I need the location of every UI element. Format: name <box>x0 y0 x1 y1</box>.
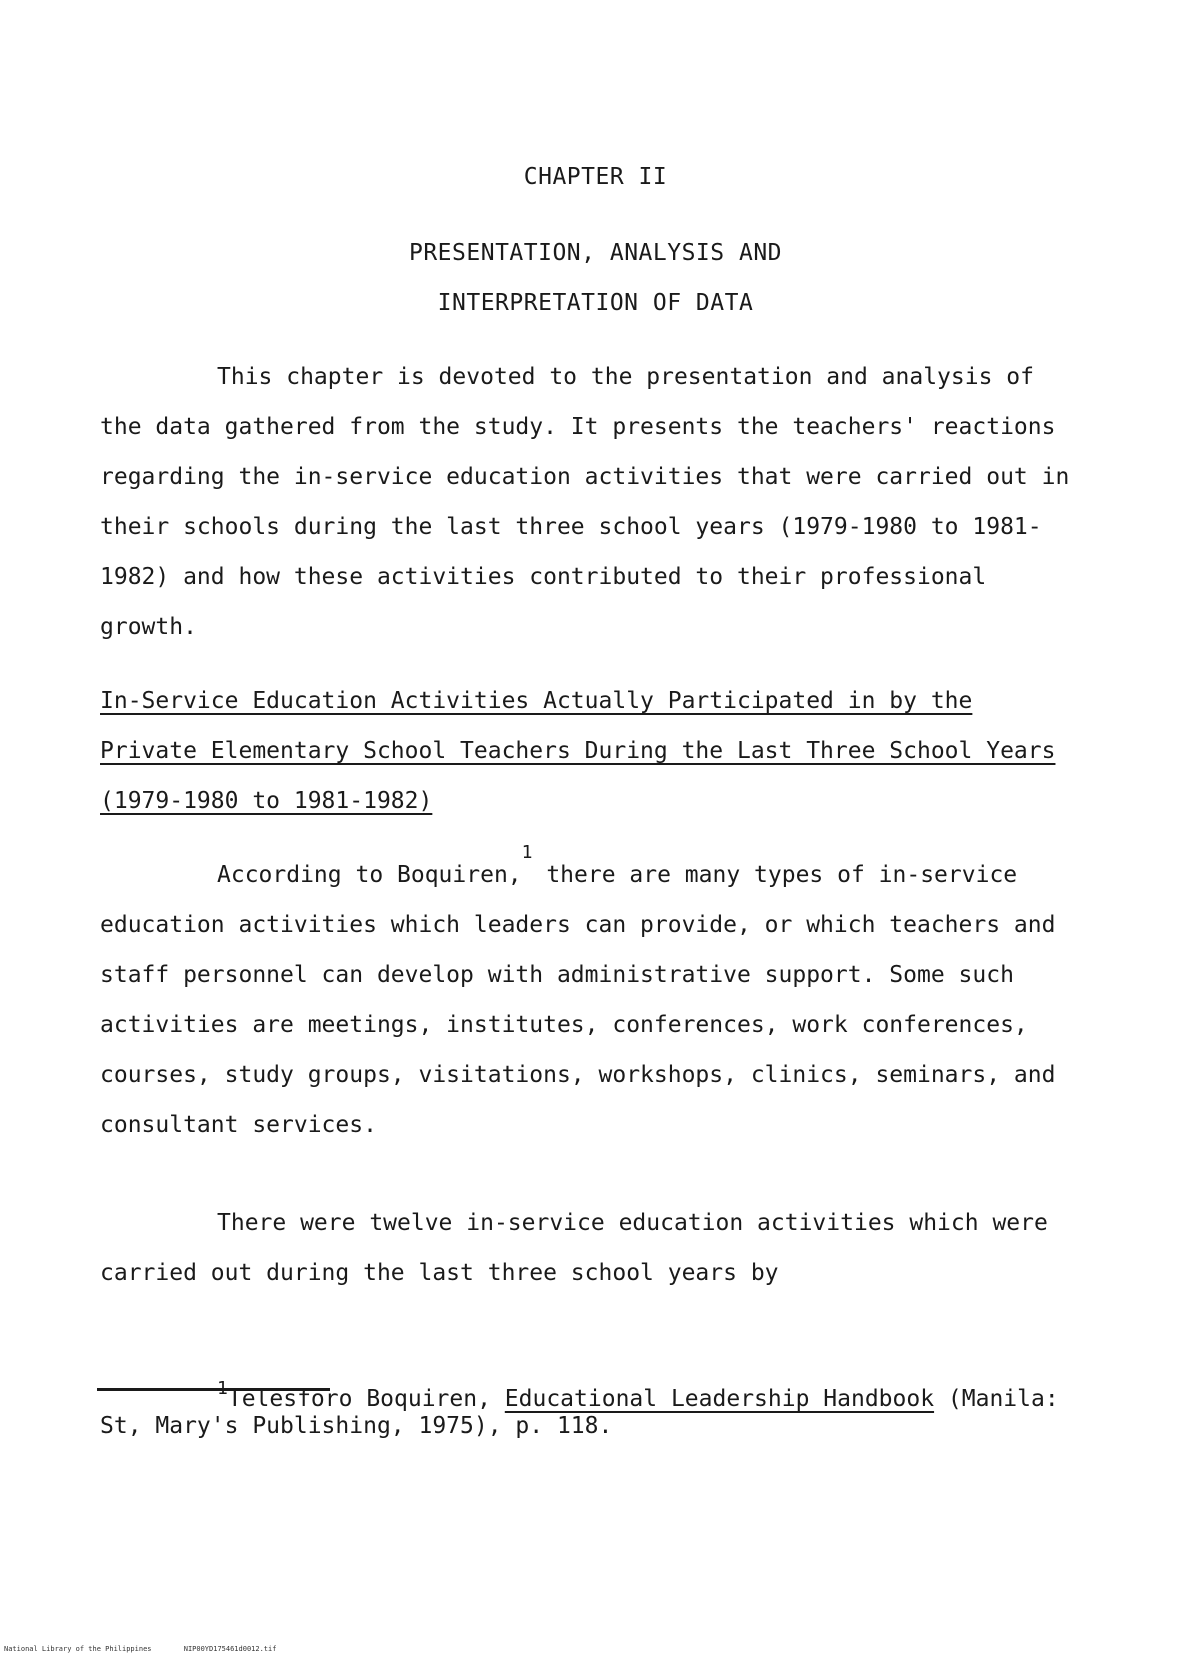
footnote-number: 1 <box>217 1378 228 1399</box>
footnote-book-title: Educational Leadership Handbook <box>504 1386 935 1412</box>
footnote-publication: (Manila: St, Mary's Publishing, 1975), p. 118. <box>100 1386 1059 1439</box>
footer-library: National Library of the Philippines <box>4 1645 152 1653</box>
section-heading: In-Service Education Activities Actually Participated in by the Private Elementary School Teachers During the Last Three School Years (1979-1980 to 1981-1982) <box>100 688 1056 814</box>
boquiren-paragraph <box>100 842 1070 1150</box>
footnote-reference: 1 <box>521 842 533 863</box>
footnote <box>100 1378 1070 1440</box>
activities-paragraph: There were twelve in-service education activities which were carried out during the last three school years by <box>100 1210 1048 1286</box>
footer-file-id: NIP00YD175461d0012.tif <box>183 1645 277 1653</box>
paragraph-lead: According to Boquiren, <box>217 862 522 888</box>
scan-footer <box>4 1645 304 1653</box>
intro-paragraph: This chapter is devoted to the presentation and analysis of the data gathered from the study. It presents the teachers' reactions regarding the in-service education activities that were carried out in their schools during the last three school years (1979-1980 to 1981-1982) and how these activities contributed to their professional growth. <box>100 364 1070 640</box>
chapter-label: CHAPTER II <box>523 164 668 190</box>
footnote-author: Telesforo Boquiren, <box>227 1386 505 1412</box>
paragraph-rest: there are many types of in-service education activities which leaders can provide, or which teachers and staff personnel can develop with administrative support. Some such activities are meetings, institutes, conferences, work conferences, courses, study groups, visitations, workshops, clinics, seminars, and consultant services. <box>100 862 1056 1138</box>
chapter-title-line1: PRESENTATION, ANALYSIS AND <box>408 240 783 266</box>
chapter-title-line2: INTERPRETATION OF DATA <box>437 290 754 316</box>
